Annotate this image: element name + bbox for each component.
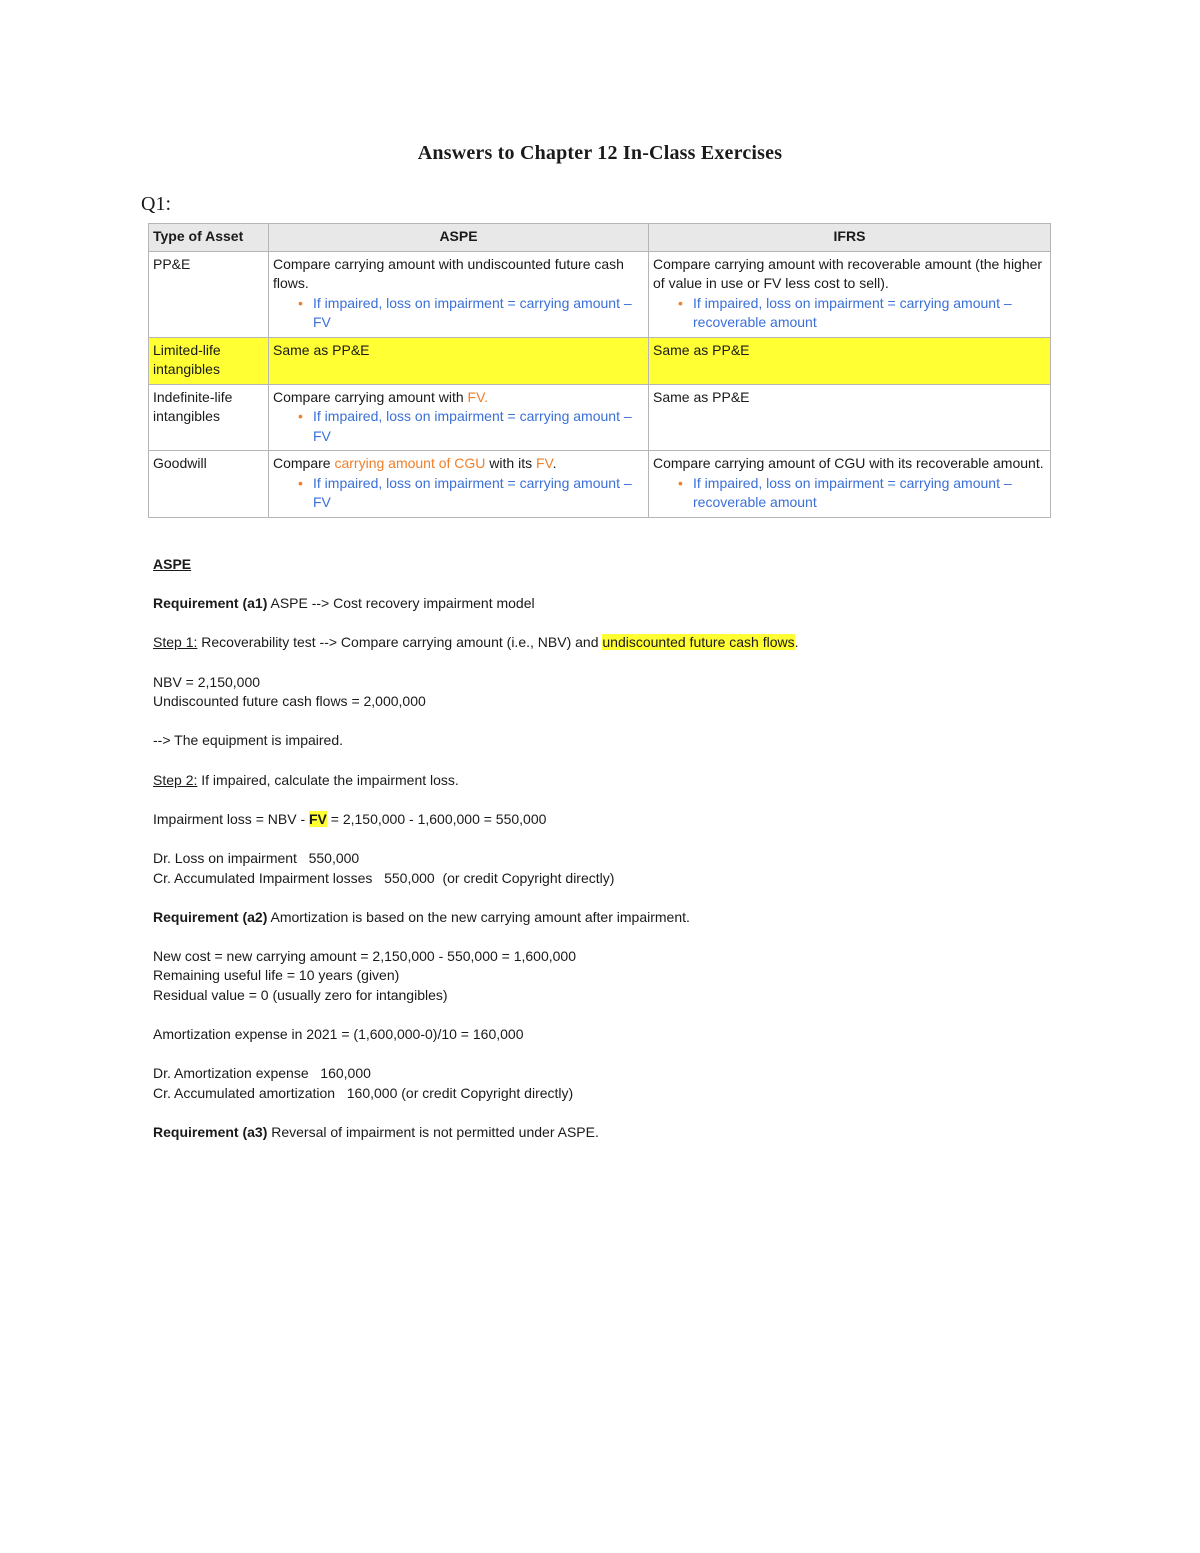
bullet-icon: • — [298, 408, 303, 424]
section-heading: ASPE — [153, 556, 192, 572]
ifrs-bullet: • If impaired, loss on impairment = carrying amount – recoverable amount — [678, 474, 1012, 510]
asset-type: Limited-life intangibles — [149, 337, 269, 384]
amortization-calc: Amortization expense in 2021 = (1,600,000-0)/10 = 160,000 — [153, 1026, 524, 1043]
journal-entry-impairment: Dr. Loss on impairment 550,000 Cr. Accumulated Impairment losses 550,000 (or credit Copyright directly) — [153, 849, 615, 886]
aspe-cell — [269, 451, 649, 518]
requirement-a1: Requirement (a1) ASPE --> Cost recovery impairment model — [153, 595, 535, 612]
nbv-block: NBV = 2,150,000 Undiscounted future cash flows = 2,000,000 — [153, 673, 426, 710]
bullet-icon: • — [298, 474, 303, 491]
bullet-icon: • — [678, 474, 683, 491]
aspe-cell — [269, 251, 649, 337]
table-row-ppe — [149, 251, 1051, 337]
aspe-text: Compare carrying amount with undiscounted future cash flows. — [273, 255, 624, 291]
comparison-table — [148, 223, 1051, 518]
journal-entry-amortization: Dr. Amortization expense 160,000 Cr. Accumulated amortization 160,000 (or credit Copyright directly) — [153, 1065, 574, 1102]
header-aspe: ASPE — [269, 224, 649, 252]
aspe-cell — [269, 384, 649, 451]
ifrs-text: Compare carrying amount with recoverable amount (the higher of value in use or FV less cost to sell). — [653, 255, 1043, 291]
impairment-loss-calc: Impairment loss = NBV - FV = 2,150,000 - 1,600,000 = 550,000 — [153, 810, 547, 827]
aspe-bullet: • If impaired, loss on impairment = carrying amount – FV — [298, 408, 632, 444]
aspe-text: Compare carrying amount with FV. — [273, 388, 489, 405]
table-header-row — [149, 224, 1051, 252]
header-ifrs: IFRS — [649, 224, 1051, 252]
requirement-a2: Requirement (a2) Amortization is based on the new carrying amount after impairment. — [153, 908, 690, 925]
question-label: Q1: — [141, 193, 171, 215]
page-title: Answers to Chapter 12 In-Class Exercises — [417, 142, 783, 164]
header-type: Type of Asset — [149, 224, 269, 252]
asset-type: Goodwill — [149, 451, 269, 518]
bullet-icon: • — [298, 294, 303, 311]
asset-type: Indefinite-life intangibles — [149, 384, 269, 451]
highlighted-text: FV — [309, 810, 327, 827]
aspe-section — [153, 555, 1053, 1162]
aspe-bullet: • If impaired, loss on impairment = carrying amount – FV — [298, 474, 632, 510]
table-row-indefinite-life — [149, 384, 1051, 451]
table-row-goodwill — [149, 451, 1051, 518]
ifrs-bullet: • If impaired, loss on impairment = carrying amount – recoverable amount — [678, 294, 1012, 330]
ifrs-cell — [649, 251, 1051, 337]
ifrs-cell: Same as PP&E — [649, 337, 1051, 384]
step-2: Step 2: If impaired, calculate the impairment loss. — [153, 771, 459, 788]
step-1: Step 1: Recoverability test --> Compare carrying amount (i.e., NBV) and undiscounted future cash flows. — [153, 634, 799, 651]
ifrs-text: Compare carrying amount of CGU with its recoverable amount. — [653, 455, 1044, 471]
new-cost-block: New cost = new carrying amount = 2,150,000 - 550,000 = 1,600,000 Remaining useful life = 10 years (given) Residual value = 0 (usually zero for intangibles) — [153, 947, 577, 1004]
requirement-a3: Requirement (a3) Reversal of impairment is not permitted under ASPE. — [153, 1124, 599, 1141]
aspe-cell: Same as PP&E — [269, 337, 649, 384]
highlighted-text: undiscounted future cash flows — [602, 634, 795, 651]
asset-type: PP&E — [149, 251, 269, 337]
bullet-icon: • — [678, 294, 683, 311]
impaired-conclusion: --> The equipment is impaired. — [153, 732, 343, 749]
aspe-bullet: • If impaired, loss on impairment = carrying amount – FV — [298, 294, 632, 330]
aspe-text: Compare carrying amount of CGU with its FV. — [273, 455, 557, 471]
ifrs-cell: Same as PP&E — [649, 384, 1051, 451]
ifrs-cell — [649, 451, 1051, 518]
table-row-limited-life — [149, 337, 1051, 384]
